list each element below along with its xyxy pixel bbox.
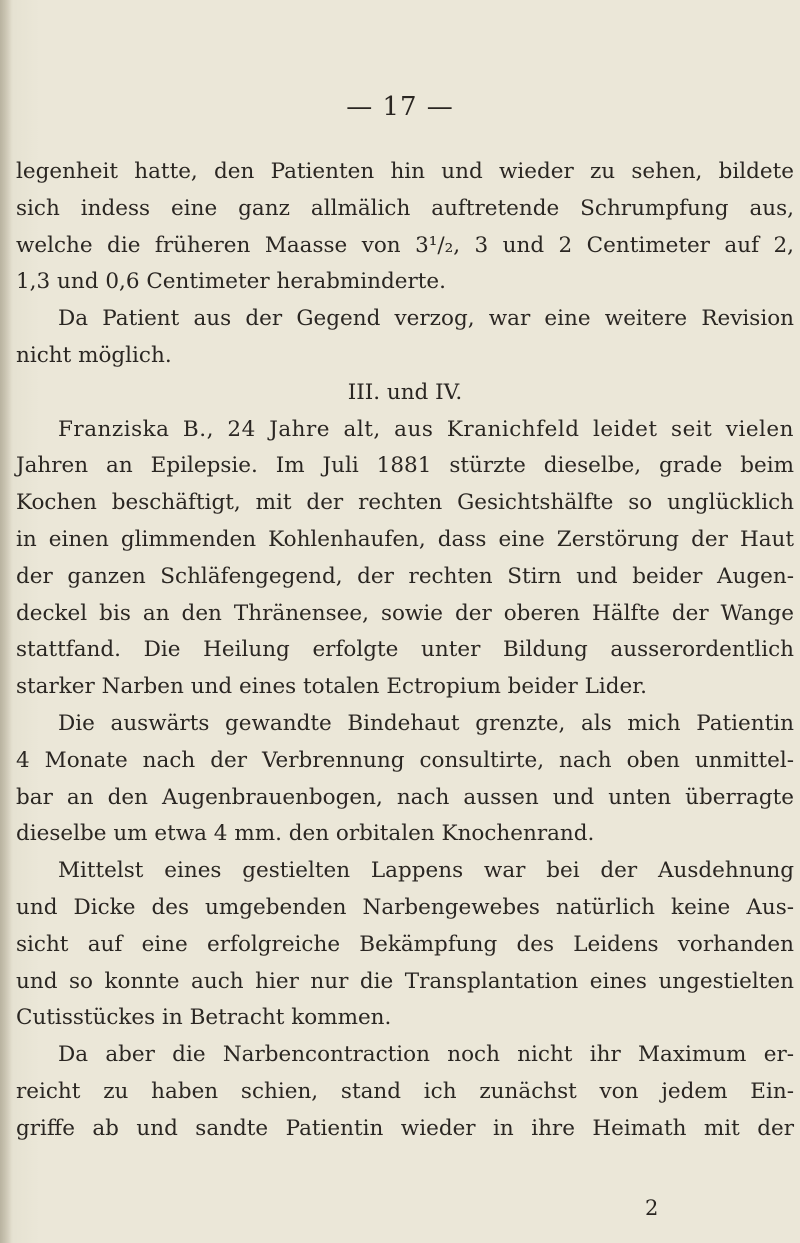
text-line: Mittelst eines gestielten Lappens war bei der Ausdehnung [58, 858, 794, 884]
text-line: deckel bis an den Thränensee, sowie der oberen Hälfte der Wange [16, 600, 794, 626]
text-line: bar an den Augenbrauenbogen, nach aussen und unten überragte [16, 784, 794, 810]
text-line: der ganzen Schläfengegend, der rechten Stirn und beider Augen- [16, 563, 794, 589]
text-line: starker Narben und eines totalen Ectropium beider Lider. [16, 674, 648, 700]
text-line: griffe ab und sandte Patientin wieder in ihre Heimath mit der [16, 1115, 794, 1141]
text-line: Da Patient aus der Gegend verzog, war eine weitere Revision [58, 306, 794, 332]
page-edge-shadow [0, 0, 12, 1243]
text-line: 4 Monate nach der Verbrennung consultirte, nach oben unmittel- [16, 747, 794, 773]
text-line: und Dicke des umgebenden Narbengewebes natürlich keine Aus- [16, 894, 794, 920]
text-line: nicht möglich. [16, 342, 172, 368]
text-line: reicht zu haben schien, stand ich zunächst von jedem Ein- [16, 1078, 794, 1104]
text-line: und so konnte auch hier nur die Transplantation eines ungestielten [16, 968, 794, 994]
body-text [16, 154, 794, 1148]
text-line: sicht auf eine erfolgreiche Bekämpfung des Leidens vorhanden [16, 931, 794, 957]
text-line: in einen glimmenden Kohlenhaufen, dass eine Zerstörung der Haut [16, 526, 794, 552]
text-line: Jahren an Epilepsie. Im Juli 1881 stürzte dieselbe, grade beim [16, 453, 794, 479]
text-line: dieselbe um etwa 4 mm. den orbitalen Knochenrand. [16, 821, 595, 847]
text-line: Kochen beschäftigt, mit der rechten Gesichtshälfte so unglücklich [16, 490, 794, 516]
text-line: Die auswärts gewandte Bindehaut grenzte, als mich Patientin [58, 710, 794, 736]
text-line: Da aber die Narbencontraction noch nicht ihr Maximum er- [58, 1042, 794, 1068]
page-number-header: — 17 — [346, 92, 454, 122]
text-line: 1,3 und 0,6 Centimeter herabminderte. [16, 269, 446, 295]
text-line: Franziska B., 24 Jahre alt, aus Kranichfeld leidet seit vielen [58, 416, 794, 442]
text-line: Cutisstückes in Betracht kommen. [16, 1005, 392, 1031]
text-line: legenheit hatte, den Patienten hin und wieder zu sehen, bildete [16, 159, 794, 184]
signature-mark: 2 [645, 1196, 659, 1220]
text-line: welche die früheren Maasse von 3¹/₂, 3 und 2 Centimeter auf 2, [16, 232, 794, 258]
section-heading: III. und IV. [347, 379, 463, 405]
text-line: stattfand. Die Heilung erfolgte unter Bildung ausserordentlich [16, 637, 794, 663]
text-line: sich indess eine ganz allmälich auftretende Schrumpfung aus, [16, 195, 794, 221]
